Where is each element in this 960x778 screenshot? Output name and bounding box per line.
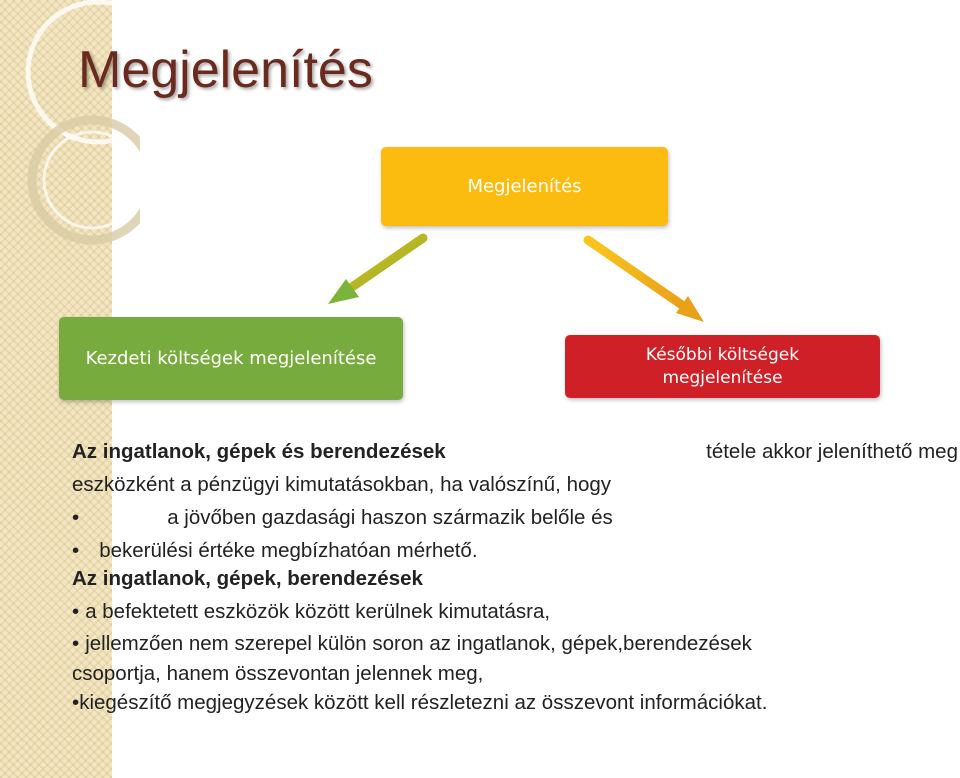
page-title: Megjelenítés (78, 41, 373, 99)
arrow-to-left-box (328, 238, 423, 304)
bullet-2 (72, 539, 478, 563)
box-top-label: Megjelenítés (467, 175, 582, 197)
bullet-3-text: a befektetett eszközök között kerülnek kimutatásra, (85, 600, 551, 623)
bullet-1-text: a jövőben gazdasági haszon származik belőle és (167, 506, 613, 529)
bullet-marker: • (72, 691, 80, 714)
p1-bold: Az ingatlanok, gépek és berendezések (72, 440, 446, 463)
bullet-marker: • (72, 600, 80, 623)
bullet-4-line-1 (72, 632, 752, 656)
box-kesobbi-koltsegek (565, 335, 880, 398)
box-right-label-line2: megjelenítése (662, 367, 783, 388)
bullet-marker: • (72, 506, 80, 529)
bullet-5-text: kiegészítő megjegyzések között kell részletezni az összevont információkat. (79, 691, 768, 714)
bullet-2-text: bekerülési értéke megbízhatóan mérhető. (99, 539, 478, 562)
arrow-to-right-box (588, 240, 704, 322)
bullet-5 (72, 691, 767, 715)
box-left-label: Kezdeti költségek megjelenítése (85, 347, 377, 369)
bullet-3 (72, 600, 550, 624)
bullet-4-text: jellemzően nem szerepel külön soron az ingatlanok, gépek,berendezések (85, 632, 752, 655)
paragraph-2-heading: Az ingatlanok, gépek, berendezések (72, 567, 423, 590)
bullet-marker: • (72, 539, 80, 562)
bullet-marker: • (72, 632, 80, 655)
bullet-4-line-2: csoportja, hanem összevontan jelennek meg, (72, 662, 484, 685)
paragraph-1-line-2: eszközként a pénzügyi kimutatásokban, ha valószínű, hogy (72, 473, 612, 496)
box-kezdeti-koltsegek (59, 317, 403, 400)
paragraph-1-line-1 (72, 440, 958, 464)
bullet-1 (72, 506, 613, 530)
box-right-label-line1: Későbbi költségek (645, 345, 800, 366)
p1-rest: tétele akkor jeleníthető meg (706, 440, 958, 463)
